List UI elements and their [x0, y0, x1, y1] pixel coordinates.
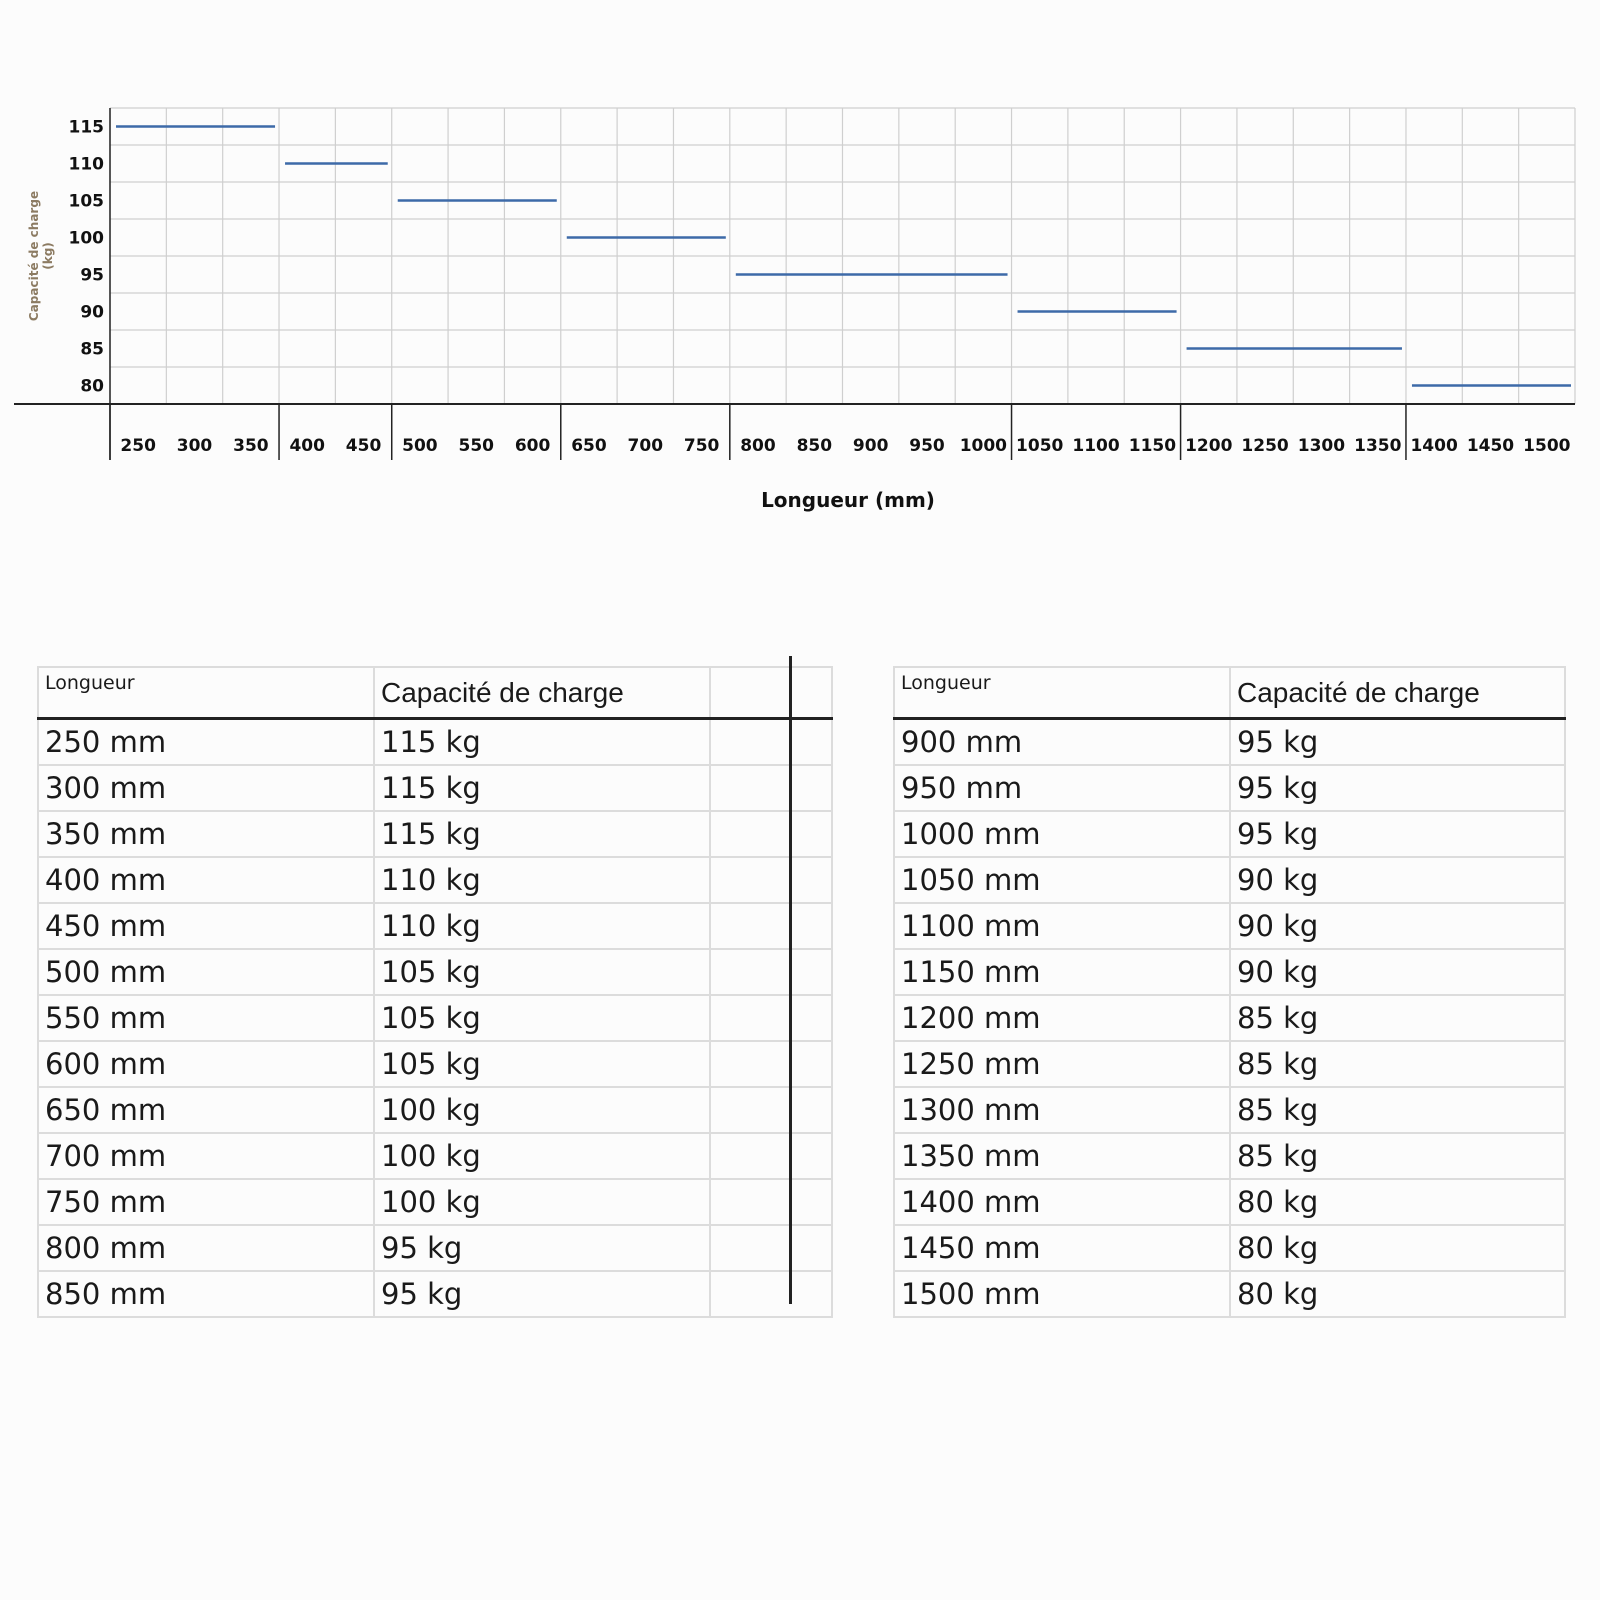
table-left	[37, 666, 833, 1318]
chart-svg	[0, 0, 1600, 600]
y-tick-label: 80	[80, 376, 104, 397]
table-row	[38, 811, 832, 857]
x-tick-label: 1400	[1410, 436, 1458, 456]
table-header-row	[894, 667, 1565, 719]
x-tick-label: 550	[458, 436, 494, 456]
length-cell: 1050 mm	[894, 857, 1230, 903]
capacity-cell: 95 kg	[374, 1271, 710, 1317]
x-tick-label: 300	[176, 436, 213, 456]
length-cell: 850 mm	[38, 1271, 374, 1317]
x-tick-label: 950	[909, 436, 945, 456]
length-cell: 1450 mm	[894, 1225, 1230, 1271]
x-tick-label: 850	[796, 436, 833, 456]
capacity-cell: 100 kg	[374, 1133, 710, 1179]
x-tick-label: 650	[571, 436, 607, 456]
empty-cell	[710, 1225, 832, 1271]
x-tick-label: 1150	[1128, 436, 1177, 456]
table-row	[38, 1133, 832, 1179]
x-tick-label: 1450	[1466, 436, 1515, 456]
empty-cell	[710, 1041, 832, 1087]
length-cell: 1100 mm	[894, 903, 1230, 949]
x-tick-label: 1050	[1016, 436, 1064, 456]
x-tick-label: 900	[852, 436, 889, 456]
length-cell: 750 mm	[38, 1179, 374, 1225]
capacity-cell: 90 kg	[1230, 903, 1565, 949]
capacity-cell: 85 kg	[1230, 1087, 1565, 1133]
capacity-cell: 80 kg	[1230, 1225, 1565, 1271]
x-tick-label: 800	[740, 436, 776, 456]
empty-cell	[710, 719, 832, 766]
capacity-cell: 115 kg	[374, 811, 710, 857]
length-cell: 1000 mm	[894, 811, 1230, 857]
length-cell: 1150 mm	[894, 949, 1230, 995]
y-tick-label: 90	[80, 302, 104, 323]
length-cell: 550 mm	[38, 995, 374, 1041]
length-cell: 650 mm	[38, 1087, 374, 1133]
capacity-cell: 85 kg	[1230, 1133, 1565, 1179]
empty-cell	[710, 995, 832, 1041]
capacity-cell: 95 kg	[1230, 811, 1565, 857]
capacity-cell: 80 kg	[1230, 1179, 1565, 1225]
y-tick-label: 105	[68, 191, 104, 212]
length-cell: 1400 mm	[894, 1179, 1230, 1225]
capacity-cell: 115 kg	[374, 765, 710, 811]
empty-cell	[710, 1133, 832, 1179]
load-capacity-chart	[0, 0, 1600, 600]
table-row	[894, 811, 1565, 857]
table-row	[894, 903, 1565, 949]
length-cell: 1350 mm	[894, 1133, 1230, 1179]
length-cell: 300 mm	[38, 765, 374, 811]
length-cell: 500 mm	[38, 949, 374, 995]
capacity-cell: 95 kg	[374, 1225, 710, 1271]
table-row	[38, 903, 832, 949]
table-row	[38, 949, 832, 995]
y-tick-label: 100	[68, 228, 104, 249]
length-cell: 250 mm	[38, 719, 374, 766]
table-row	[38, 1271, 832, 1317]
table-row	[38, 1087, 832, 1133]
capacity-cell: 85 kg	[1230, 995, 1565, 1041]
table-row	[894, 857, 1565, 903]
table-row	[894, 765, 1565, 811]
capacity-cell: 110 kg	[374, 903, 710, 949]
length-cell: 350 mm	[38, 811, 374, 857]
length-cell: 800 mm	[38, 1225, 374, 1271]
y-tick-label: 95	[80, 265, 104, 286]
x-tick-label: 700	[627, 436, 664, 456]
header-length: Longueur	[894, 667, 1230, 719]
table-row	[894, 1041, 1565, 1087]
x-tick-label: 250	[120, 436, 156, 456]
table-row	[38, 1041, 832, 1087]
empty-cell	[710, 1087, 832, 1133]
header-length: Longueur	[38, 667, 374, 719]
table-row	[894, 1225, 1565, 1271]
x-tick-label: 1200	[1185, 436, 1233, 456]
y-tick-label: 85	[80, 339, 104, 360]
y-axis-label-line: Capacité de charge	[27, 190, 41, 322]
table-row	[894, 1087, 1565, 1133]
y-tick-label: 115	[68, 117, 104, 138]
table-row	[894, 719, 1565, 766]
y-axis-label	[27, 191, 55, 321]
table-row	[894, 1271, 1565, 1317]
capacity-cell: 90 kg	[1230, 857, 1565, 903]
table-header-row	[38, 667, 832, 719]
y-axis-label-line: (kg)	[41, 242, 55, 270]
table-row	[38, 995, 832, 1041]
table-divider	[789, 656, 792, 1304]
empty-cell	[710, 765, 832, 811]
table-row	[38, 1225, 832, 1271]
capacity-cell: 110 kg	[374, 857, 710, 903]
table-row	[894, 1179, 1565, 1225]
empty-cell	[710, 811, 832, 857]
header-capacity: Capacité de charge	[374, 667, 710, 719]
header-empty	[710, 667, 832, 719]
capacity-cell: 105 kg	[374, 995, 710, 1041]
length-cell: 400 mm	[38, 857, 374, 903]
x-tick-label: 350	[233, 436, 269, 456]
x-tick-label: 1300	[1297, 436, 1346, 456]
table-row	[894, 1133, 1565, 1179]
table-row	[38, 1179, 832, 1225]
x-tick-label: 1500	[1523, 436, 1571, 456]
table-row	[38, 765, 832, 811]
x-tick-label: 500	[402, 436, 438, 456]
capacity-cell: 95 kg	[1230, 719, 1565, 766]
capacity-cell: 85 kg	[1230, 1041, 1565, 1087]
x-tick-label: 1350	[1354, 436, 1402, 456]
length-cell: 1500 mm	[894, 1271, 1230, 1317]
x-axis-label: Longueur (mm)	[761, 488, 935, 512]
x-tick-label: 450	[345, 436, 382, 456]
capacity-cell: 105 kg	[374, 1041, 710, 1087]
length-cell: 1250 mm	[894, 1041, 1230, 1087]
x-tick-label: 600	[514, 436, 551, 456]
x-tick-label: 1000	[959, 436, 1008, 456]
table-row	[38, 857, 832, 903]
load-capacity-table	[37, 666, 1564, 1314]
capacity-cell: 105 kg	[374, 949, 710, 995]
length-cell: 1300 mm	[894, 1087, 1230, 1133]
x-tick-label: 1250	[1241, 436, 1289, 456]
length-cell: 450 mm	[38, 903, 374, 949]
y-tick-label: 110	[68, 154, 104, 175]
capacity-cell: 115 kg	[374, 719, 710, 766]
empty-cell	[710, 903, 832, 949]
empty-cell	[710, 857, 832, 903]
x-tick-label: 400	[289, 436, 325, 456]
length-cell: 900 mm	[894, 719, 1230, 766]
table-row	[894, 949, 1565, 995]
capacity-cell: 100 kg	[374, 1179, 710, 1225]
table-row	[38, 719, 832, 766]
capacity-cell: 100 kg	[374, 1087, 710, 1133]
capacity-cell: 95 kg	[1230, 765, 1565, 811]
x-tick-label: 750	[683, 436, 720, 456]
length-cell: 950 mm	[894, 765, 1230, 811]
empty-cell	[710, 1271, 832, 1317]
empty-cell	[710, 1179, 832, 1225]
empty-cell	[710, 949, 832, 995]
capacity-cell: 80 kg	[1230, 1271, 1565, 1317]
capacity-cell: 90 kg	[1230, 949, 1565, 995]
table-row	[894, 995, 1565, 1041]
length-cell: 700 mm	[38, 1133, 374, 1179]
length-cell: 600 mm	[38, 1041, 374, 1087]
length-cell: 1200 mm	[894, 995, 1230, 1041]
table-right	[893, 666, 1566, 1318]
header-capacity: Capacité de charge	[1230, 667, 1565, 719]
x-tick-label: 1100	[1072, 436, 1120, 456]
